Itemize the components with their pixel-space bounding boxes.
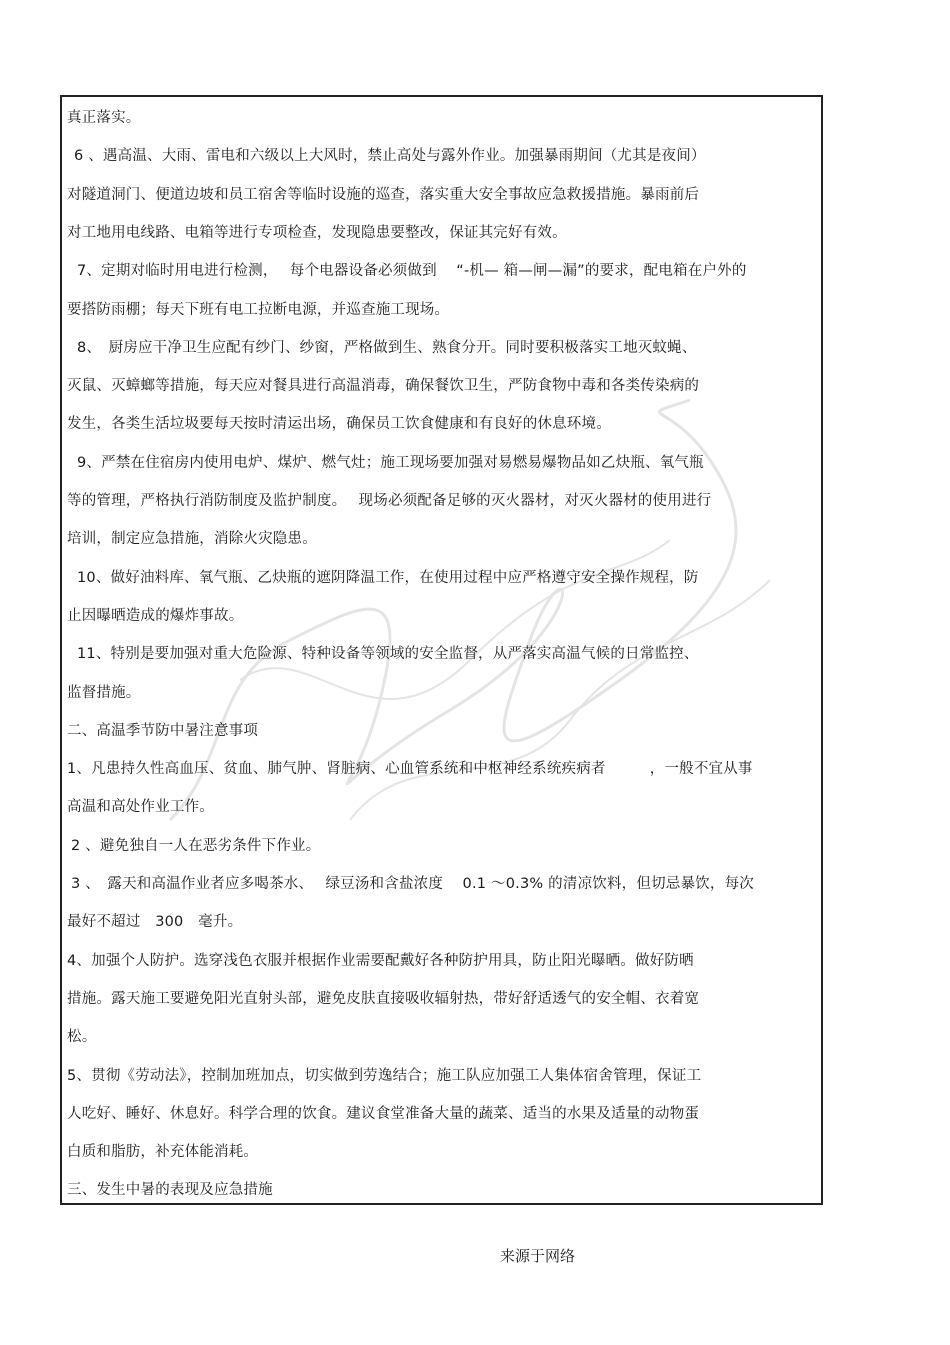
document-line: 8、 厨房应干净卫生应配有纱门、纱窗，严格做到生、熟食分开。同时要积极落实工地灭蚊蝇、	[77, 340, 697, 356]
document-line: 2 、避免独自一人在恶劣条件下作业。	[71, 838, 321, 854]
document-line: 对隧道洞门、便道边坡和员工宿舍等临时设施的巡查，落实重大安全事故应急救援措施。暴雨前后	[67, 187, 700, 203]
document-line: 灭鼠、灭蟑螂等措施，每天应对餐具进行高温消毒，确保餐饮卫生，严防食物中毒和各类传染病的	[67, 378, 700, 394]
document-line: 10、做好油料库、氧气瓶、乙炔瓶的遮阴降温工作，在使用过程中应严格遵守安全操作规程，防	[77, 570, 699, 586]
document-line: 二、高温季节防中暑注意事项	[67, 723, 259, 739]
document-line: 白质和脂肪，补充体能消耗。	[67, 1144, 259, 1160]
document-line: 发生，各类生活垃圾要每天按时清运出场，确保员工饮食健康和有良好的休息环境。	[67, 416, 611, 432]
document-line: 高温和高处作业工作。	[67, 799, 214, 815]
document-line: 止因曝晒造成的爆炸事故。	[67, 608, 244, 624]
document-line: 6 、遇高温、大雨、雷电和六级以上大风时，禁止高处与露外作业。加强暴雨期间（尤其是夜间）	[74, 148, 706, 164]
document-line: 真正落实。	[67, 110, 141, 126]
document-line: 要搭防雨棚；每天下班有电工拉断电源，并巡查施工现场。	[67, 302, 450, 318]
document-line: 松。	[67, 1029, 97, 1045]
document-line: 4、加强个人防护。选穿浅色衣服并根据作业需要配戴好各种防护用具，防止阳光曝晒。做好防晒	[67, 953, 694, 969]
document-line: 对工地用电线路、电箱等进行专项检查，发现隐患要整改，保证其完好有效。	[67, 225, 567, 241]
document-line: 培训，制定应急措施，消除火灾隐患。	[67, 531, 317, 547]
document-line: 7、定期对临时用电进行检测， 每个电器设备必须做到 “-机— 箱—闸—漏”的要求，配电箱在户外的	[77, 263, 747, 279]
document-line: 等的管理，严格执行消防制度及监护制度。 现场必须配备足够的灭火器材，对灭火器材的使用进行	[67, 493, 712, 509]
document-line: 1、凡患持久性高血压、贫血、肺气肿、肾脏病、心血管系统和中枢神经系统疾病者 ，一般不宜从事	[67, 761, 753, 777]
footer-source: 来源于网络	[500, 1247, 576, 1265]
document-line: 3 、 露天和高温作业者应多喝茶水、 绿豆汤和含盐浓度 0.1 ～0.3% 的清凉饮料，但切忌暴饮，每次	[71, 876, 754, 892]
document-line: 监督措施。	[67, 685, 141, 701]
document-line: 11、特别是要加强对重大危险源、特种设备等领域的安全监督，从严落实高温气候的日常监控、	[77, 646, 699, 662]
document-line: 9、严禁在住宿房内使用电炉、煤炉、燃气灶；施工现场要加强对易燃易爆物品如乙炔瓶、氧气瓶	[77, 455, 704, 471]
document-line: 三、发生中暑的表现及应急措施	[67, 1182, 273, 1198]
document-line: 5、贯彻《劳动法》，控制加班加点，切实做到劳逸结合；施工队应加强工人集体宿舍管理，保证工	[67, 1068, 702, 1084]
document-line: 最好不超过 300 毫升。	[67, 914, 243, 930]
document-line: 措施。露天施工要避免阳光直射头部，避免皮肤直接吸收辐射热，带好舒适透气的安全帽、衣着宽	[67, 991, 700, 1007]
document-line: 人吃好、睡好、休息好。科学合理的饮食。建议食堂准备大量的蔬菜、适当的水果及适量的动物蛋	[67, 1106, 700, 1122]
